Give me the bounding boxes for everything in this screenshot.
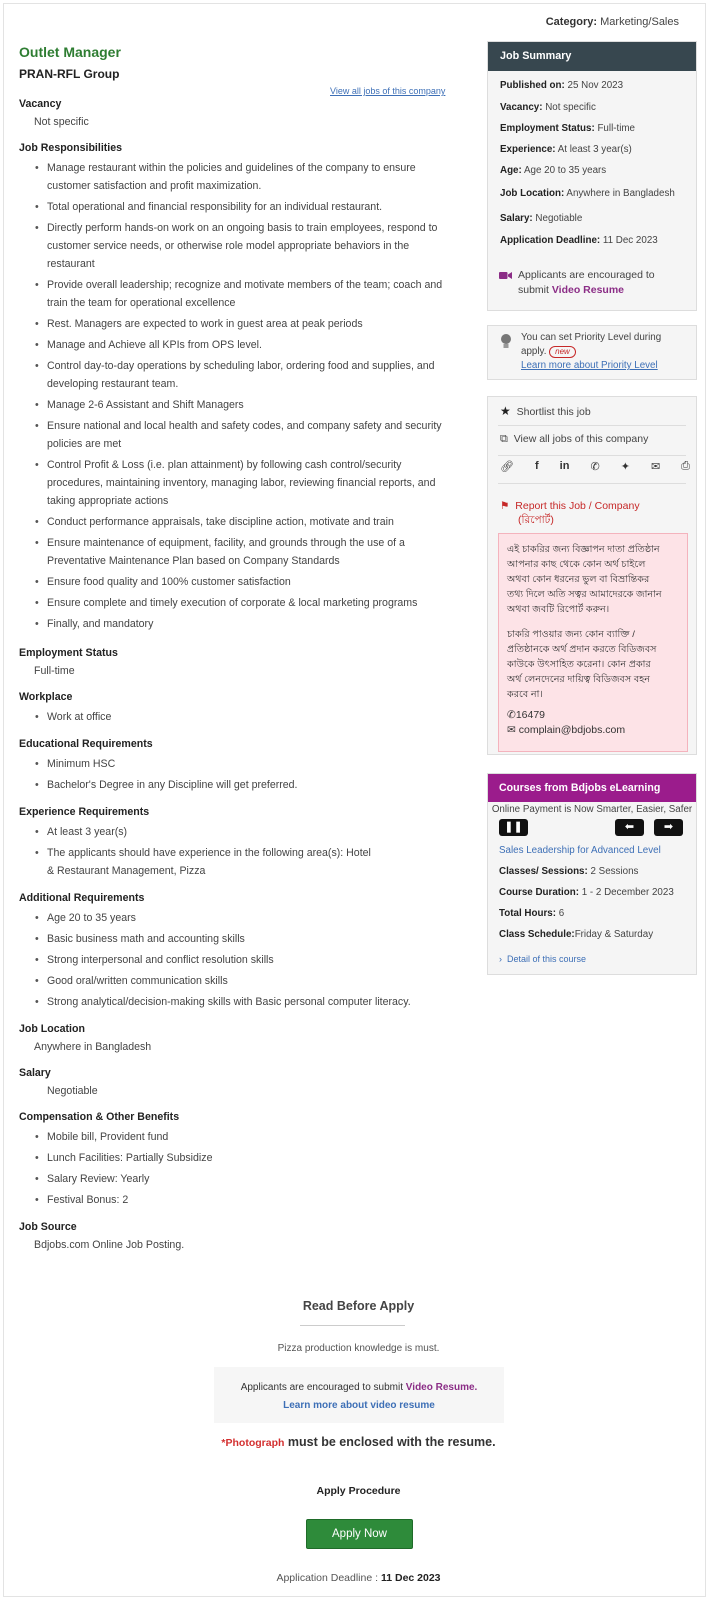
- new-badge: new: [549, 346, 576, 358]
- course-label: Classes/ Sessions:: [499, 866, 588, 877]
- course-row: [499, 866, 638, 877]
- bulb-icon: [500, 333, 512, 350]
- list-item: • Finally, and mandatory: [34, 615, 454, 633]
- summary-label: Vacancy:: [500, 102, 543, 113]
- notice-line: করবে না।: [507, 689, 543, 700]
- location-value: Anywhere in Bangladesh: [34, 1041, 152, 1053]
- shortlist-label: Shortlist this job: [516, 406, 591, 418]
- job-actions-panel: [487, 396, 697, 755]
- priority-level-panel: [487, 325, 697, 380]
- notice-line: প্রতিষ্ঠানকে অর্থ প্রদান করতে বিডিজবস: [507, 644, 657, 655]
- courses-header: Courses from Bdjobs eLearning: [488, 774, 696, 802]
- salary-section: [19, 1067, 454, 1099]
- summary-label: Application Deadline:: [500, 235, 601, 246]
- section-heading: Educational Requirements: [19, 738, 153, 750]
- list-item: • Conduct performance appraisals, take discipline action, motivate and train: [34, 513, 454, 531]
- responsibilities-section: [19, 142, 454, 633]
- list-item: • Control Profit & Loss (i.e. plan attainment) by following cash control/security procedures, maintaining inventory, managing labor, reviewing financial reports, and taking appropriate actions: [34, 456, 454, 510]
- list-item: • Provide overall leadership; recognize and motivate members of the team; coach and train the team for operational excellence: [34, 276, 454, 312]
- list-item: • Ensure maintenance of equipment, facility, and grounds through the use of a Preventative Maintenance Plan based on Company Standards: [34, 534, 454, 570]
- job-source-value: Bdjobs.com Online Job Posting.: [34, 1239, 185, 1251]
- summary-value: 25 Nov 2023: [567, 80, 624, 91]
- section-heading: Workplace: [19, 691, 73, 703]
- twitter-icon[interactable]: ✦: [620, 461, 630, 473]
- priority-line: You can set Priority Level during: [521, 332, 662, 343]
- summary-value: Not specific: [545, 102, 596, 113]
- additional-requirements-section: [19, 892, 454, 1011]
- chevron-right-icon: ›: [499, 954, 502, 964]
- list-item: • Strong interpersonal and conflict resolution skills: [34, 951, 454, 969]
- summary-value: Negotiable: [535, 213, 583, 224]
- course-title-link[interactable]: Sales Leadership for Advanced Level: [499, 845, 661, 856]
- share-icons: [500, 460, 690, 473]
- application-deadline: [4, 1572, 709, 1584]
- notice-line: চাকরি পাওয়ার জন্য কোন ব্যাক্তি /: [507, 629, 635, 640]
- next-arrow-button[interactable]: ➡: [654, 819, 683, 836]
- experience-section: [19, 806, 454, 880]
- summary-label: Published on:: [500, 80, 565, 91]
- divider: [498, 483, 686, 484]
- summary-row: [488, 188, 675, 199]
- summary-video-resume-link[interactable]: Video Resume: [551, 284, 625, 296]
- video-note-line: submit: [518, 284, 549, 296]
- divider: [498, 425, 686, 426]
- section-heading: Additional Requirements: [19, 892, 145, 904]
- summary-row: [488, 80, 623, 91]
- copy-icon: ⧉: [500, 433, 508, 445]
- apply-procedure-title: Apply Procedure: [316, 1485, 401, 1497]
- print-icon[interactable]: ⎙: [681, 460, 690, 472]
- linkedin-icon[interactable]: in: [559, 460, 570, 472]
- shortlist-job-link[interactable]: [500, 404, 591, 418]
- list-item: • Mobile bill, Provident fund: [34, 1128, 454, 1146]
- view-all-label: View all jobs of this company: [513, 433, 649, 445]
- facebook-icon[interactable]: f: [534, 460, 539, 472]
- star-icon: ★: [500, 404, 511, 418]
- mail-icon: ✉: [507, 724, 516, 736]
- notice-line: অথবা জবটি রিপোর্ট করুন।: [507, 604, 610, 615]
- section-heading: Experience Requirements: [19, 806, 150, 818]
- list-item: • Basic business math and accounting skills: [34, 930, 454, 948]
- education-section: [19, 738, 454, 794]
- summary-value: Age 20 to 35 years: [523, 165, 607, 176]
- list-item: • Ensure complete and timely execution of corporate & local marketing programs: [34, 594, 454, 612]
- summary-label: Experience:: [500, 144, 556, 155]
- photograph-note: [4, 1435, 709, 1449]
- list-item: • Bachelor's Degree in any Discipline will get preferred.: [34, 776, 454, 794]
- company-name: PRAN-RFL Group: [19, 67, 120, 81]
- deadline-value: 11 Dec 2023: [380, 1572, 441, 1584]
- notice-line: আপনার কাছ থেকে কোন অর্থ চাইলে: [507, 559, 646, 570]
- job-main-content: [19, 44, 454, 1253]
- job-title: Outlet Manager: [19, 44, 121, 60]
- list-item: • Rest. Managers are expected to work in guest area at peak periods: [34, 315, 454, 333]
- list-item: • Total operational and financial responsibility for an individual restaurant.: [34, 198, 454, 216]
- vacancy-section: [19, 98, 454, 130]
- employment-status-section: [19, 647, 454, 679]
- summary-row: [488, 235, 658, 246]
- course-label: Course Duration:: [499, 887, 580, 898]
- job-source-section: [19, 1221, 454, 1253]
- category-label: Category:: [545, 16, 598, 28]
- apply-now-button[interactable]: Apply Now: [306, 1519, 413, 1549]
- list-item: • Manage restaurant within the policies and guidelines of the company to ensure customer satisfaction and profit maximization.: [34, 159, 454, 195]
- course-detail-link[interactable]: [499, 954, 586, 964]
- salary-value: Negotiable: [47, 1085, 98, 1097]
- summary-value: 11 Dec 2023: [602, 235, 658, 246]
- report-label-bn: (রিপোর্ট): [518, 514, 554, 526]
- list-item: • Age 20 to 35 years: [34, 909, 454, 927]
- divider: [498, 455, 686, 456]
- workplace-section: [19, 691, 454, 726]
- list-item: • Work at office: [34, 708, 454, 726]
- notice-line: অথবা কোন ধরনের ভুল বা বিভ্রান্তিকর: [507, 574, 650, 585]
- phone-icon: ✆: [507, 709, 516, 721]
- report-job-link[interactable]: [500, 499, 640, 527]
- courses-panel: [487, 773, 697, 975]
- complaint-email[interactable]: complain@bdjobs.com: [518, 724, 626, 736]
- photograph-text: must be enclosed with the resume.: [287, 1435, 496, 1449]
- course-value: 6: [558, 908, 565, 919]
- list-item: • Manage 2-6 Assistant and Shift Managers: [34, 396, 454, 414]
- list-item: • Good oral/written communication skills: [34, 972, 454, 990]
- summary-row: [488, 123, 635, 134]
- responsibilities-list: [34, 159, 454, 633]
- priority-learn-more-link[interactable]: Learn more about Priority Level: [521, 360, 658, 371]
- complaint-phone: 16479: [515, 709, 546, 721]
- summary-label: Employment Status:: [500, 123, 595, 134]
- list-item: • Directly perform hands-on work on an ongoing basis to train employees, respond to customer service needs, or otherwise role model appropriate behaviors in the restaurant: [34, 219, 454, 273]
- link-icon[interactable]: 🔗︎: [500, 461, 514, 473]
- divider: [300, 1325, 405, 1326]
- course-value: Friday & Saturday: [574, 929, 654, 940]
- section-heading: Job Source: [19, 1221, 77, 1233]
- priority-text: [521, 331, 661, 373]
- course-row: [499, 908, 564, 919]
- location-section: [19, 1023, 454, 1055]
- summary-row: [488, 165, 606, 176]
- section-heading: Job Location: [19, 1023, 85, 1035]
- course-label: Total Hours:: [499, 908, 556, 919]
- list-item: • Salary Review: Yearly: [34, 1170, 454, 1188]
- course-row: [499, 887, 674, 898]
- video-resume-box: [214, 1367, 504, 1423]
- summary-row: [488, 144, 632, 155]
- list-item: • Lunch Facilities: Partially Subsidize: [34, 1149, 454, 1167]
- list-item: • Control day-to-day operations by scheduling labor, ordering food and supplies, and developing restaurant team.: [34, 357, 454, 393]
- video-resume-note: [518, 268, 655, 298]
- notice-line: তথ্য দিলে অতি সত্বর আমাদেরকে জানান: [507, 589, 662, 600]
- read-before-apply-title: Read Before Apply: [302, 1299, 415, 1313]
- notice-line: কাউকে উৎসাহিত করেনা। কোন প্রকার: [507, 659, 651, 670]
- category: [546, 16, 679, 28]
- course-label: Class Schedule:: [499, 929, 575, 940]
- vacancy-value: Not specific: [34, 116, 89, 128]
- list-item: • Festival Bonus: 2: [34, 1191, 454, 1209]
- summary-label: Job Location:: [500, 188, 565, 199]
- employment-status-value: Full-time: [34, 665, 75, 677]
- list-item: • The applicants should have experience in the following area(s): Hotel & Restaurant Management, Pizza: [34, 844, 454, 880]
- section-heading: Salary: [19, 1067, 51, 1079]
- course-value: 2 Sessions: [590, 866, 639, 877]
- job-summary-panel: [487, 41, 697, 311]
- section-heading: Vacancy: [19, 98, 62, 110]
- view-all-jobs-link[interactable]: View all jobs of this company: [330, 86, 446, 96]
- summary-value: Anywhere in Bangladesh: [566, 188, 675, 199]
- priority-line: apply.: [521, 346, 547, 357]
- summary-value: At least 3 year(s): [557, 144, 632, 155]
- job-details-page: [3, 3, 706, 1597]
- section-heading: Compensation & Other Benefits: [19, 1111, 180, 1123]
- deadline-label: Application Deadline :: [276, 1572, 379, 1584]
- photograph-label: *Photograph: [221, 1437, 285, 1449]
- section-heading: Employment Status: [19, 647, 118, 659]
- list-item: • Ensure food quality and 100% customer satisfaction: [34, 573, 454, 591]
- video-resume-link[interactable]: Video Resume.: [405, 1382, 478, 1393]
- summary-label: Age:: [500, 165, 522, 176]
- list-item: • Ensure national and local health and safety codes, and company safety and security policies are met: [34, 417, 454, 453]
- view-all-company-jobs-link[interactable]: [500, 433, 648, 446]
- flag-icon: ⚑: [500, 500, 510, 512]
- course-value: 1 - 2 December 2023: [581, 887, 674, 898]
- prev-arrow-button[interactable]: ⬅: [615, 819, 644, 836]
- email-icon[interactable]: ✉: [650, 461, 661, 473]
- pause-button[interactable]: ❚❚: [499, 819, 528, 836]
- notice-line: অর্থ লেনদেনের দায়িত্ব বিডিজবস বহন: [507, 674, 651, 685]
- summary-label: Salary:: [500, 213, 533, 224]
- list-item: • At least 3 year(s): [34, 823, 454, 841]
- summary-row: [488, 213, 582, 224]
- marquee-text: Online Payment is Now Smarter, Easier, Safer: [491, 804, 693, 815]
- video-note-line: Applicants are encouraged to: [518, 269, 655, 281]
- job-summary-header: Job Summary: [488, 42, 696, 71]
- list-item: • Manage and Achieve all KPIs from OPS level.: [34, 336, 454, 354]
- warning-notice: [498, 533, 688, 752]
- course-row: [499, 929, 653, 940]
- video-resume-text: Applicants are encouraged to submit: [240, 1382, 404, 1393]
- notice-line: এই চাকরির জন্য বিজ্ঞাপন দাতা প্রতিষ্ঠান: [507, 544, 660, 555]
- list-item: • Strong analytical/decision-making skills with Basic personal computer literacy.: [34, 993, 454, 1011]
- requirement-note: Pizza production knowledge is must.: [277, 1343, 440, 1354]
- list-item: • Minimum HSC: [34, 755, 454, 773]
- summary-row: [488, 102, 596, 113]
- section-heading: Job Responsibilities: [19, 142, 123, 154]
- learn-more-video-link[interactable]: Learn more about video resume: [283, 1400, 435, 1411]
- summary-value: Full-time: [597, 123, 636, 134]
- category-value: Marketing/Sales: [600, 16, 679, 28]
- video-camera-icon: [499, 270, 512, 281]
- compensation-section: [19, 1111, 454, 1209]
- course-detail-label: Detail of this course: [507, 954, 587, 964]
- report-label: Report this Job / Company: [515, 500, 640, 512]
- whatsapp-icon[interactable]: ✆: [590, 461, 600, 473]
